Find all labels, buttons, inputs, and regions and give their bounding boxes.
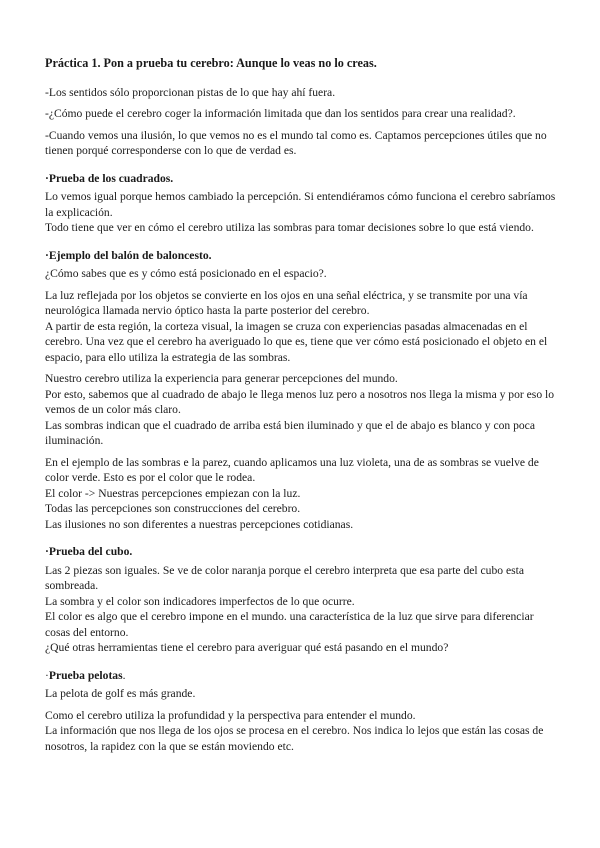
- paragraph: ¿Cómo sabes que es y cómo está posicionado en el espacio?.: [45, 267, 327, 280]
- section-heading-basketball: ·Ejemplo del balón de baloncesto.: [45, 248, 212, 262]
- paragraph: La sombra y el color son indicadores imperfectos de lo que ocurre.: [45, 594, 355, 608]
- section-heading-balls: [45, 668, 560, 684]
- paragraph: Como el cerebro utiliza la profundidad y la perspectiva para entender el mundo.: [45, 708, 416, 722]
- paragraph: Las sombras indican que el cuadrado de arriba está bien iluminado y que el de abajo es blanco y con poca iluminación.: [45, 418, 535, 447]
- page-title: Práctica 1. Pon a prueba tu cerebro: Aunque lo veas no lo creas.: [45, 56, 377, 70]
- intro-line-1: -Los sentidos sólo proporcionan pistas de lo que hay ahí fuera.: [45, 85, 336, 99]
- paragraph: Por esto, sabemos que al cuadrado de abajo le llega menos luz pero a nosotros nos llega la misma y por eso lo vemos de un color más claro.: [45, 387, 555, 416]
- paragraph: Nuestro cerebro utiliza la experiencia para generar percepciones del mundo.: [45, 372, 398, 385]
- paragraph: Las ilusiones no son diferentes a nuestras percepciones cotidianas.: [45, 517, 354, 531]
- heading-text: Prueba pelotas: [48, 668, 123, 682]
- document-body: [45, 56, 560, 754]
- paragraph: El color -> Nuestras percepciones empiezan con la luz.: [45, 486, 301, 500]
- paragraph: La luz reflejada por los objetos se convierte en los ojos en una señal eléctrica, y se transmite por una vía neurológica llamada nervio óptico hasta la parte posterior del cerebro.: [45, 288, 528, 317]
- paragraph: La información que nos llega de los ojos se procesa en el cerebro. Nos indica lo lejos que están las cosas de nosotros, la rapidez con la que se están moviendo etc.: [45, 724, 544, 753]
- paragraph: Las 2 piezas son iguales. Se ve de color naranja porque el cerebro interpreta que esa parte del cubo esta sombreada.: [45, 563, 525, 592]
- paragraph: La pelota de golf es más grande.: [45, 687, 196, 700]
- paragraph: Todas las percepciones son construcciones del cerebro.: [45, 502, 301, 515]
- paragraph: El color es algo que el cerebro impone en el mundo. una característica de la luz que sirve para diferenciar cosas del entorno.: [45, 610, 534, 639]
- paragraph: ¿Qué otras herramientas tiene el cerebro para averiguar qué está pasando en el mundo?: [45, 641, 449, 654]
- intro-line-3: -Cuando vemos una ilusión, lo que vemos no es el mundo tal como es. Captamos percepciones útiles que no tienen porqué corresponderse con lo que de verdad es.: [45, 128, 547, 157]
- section-heading-cube: ·Prueba del cubo.: [45, 545, 133, 558]
- section-heading-squares: ·Prueba de los cuadrados.: [45, 171, 174, 185]
- paragraph: En el ejemplo de las sombras e la parez, cuando aplicamos una luz violeta, una de as sombras se vuelve de color verde. Esto es por el color que le rodea.: [45, 455, 539, 484]
- paragraph: A partir de esta región, la corteza visual, la imagen se cruza con experiencias pasadas almacenadas en el cerebro. Una vez que el cerebro ha averiguado lo que es, tiene que ver cómo está posicionado el objeto en el espacio, para ello utiliza la estrategia de las sombras.: [45, 319, 548, 364]
- heading-period: .: [122, 668, 126, 682]
- heading-bullet: ·: [45, 668, 49, 682]
- paragraph: Lo vemos igual porque hemos cambiado la percepción. Si entendiéramos cómo funciona el cerebro sabríamos la explicación.: [45, 190, 556, 219]
- intro-line-2: -¿Cómo puede el cerebro coger la información limitada que dan los sentidos para crear una realidad?.: [45, 107, 516, 120]
- paragraph: Todo tiene que ver en cómo el cerebro utiliza las sombras para tomar decisiones sobre lo que está viendo.: [45, 221, 534, 234]
